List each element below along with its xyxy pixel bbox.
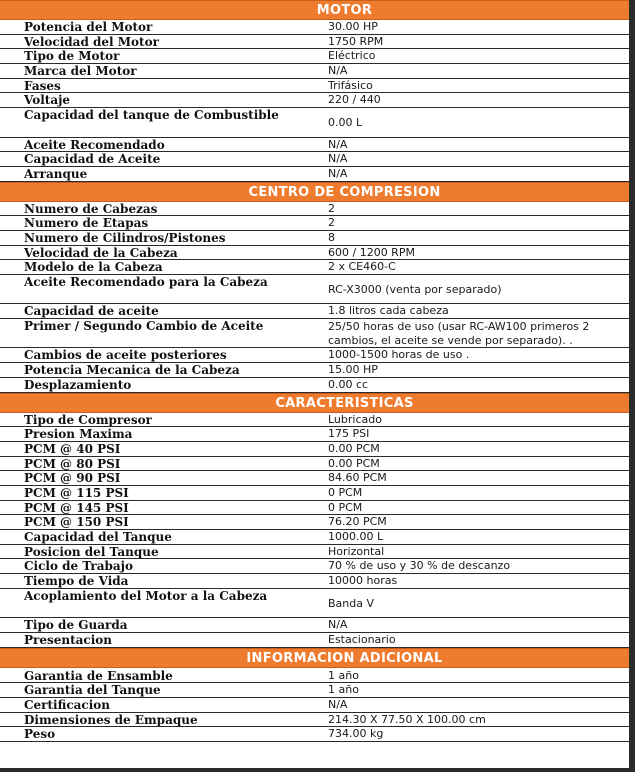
section-header-motor bbox=[0, 0, 629, 20]
spec-value: N/A bbox=[328, 166, 348, 180]
spec-value: Eléctrico bbox=[328, 49, 376, 63]
section-header-caracteristicas bbox=[0, 393, 629, 413]
spec-row bbox=[0, 319, 629, 348]
spec-label: Presentacion bbox=[24, 632, 113, 647]
spec-value: Estacionario bbox=[328, 632, 396, 646]
spec-row bbox=[0, 108, 629, 137]
spec-row bbox=[0, 633, 629, 648]
spec-value: Trifásico bbox=[328, 78, 373, 92]
spec-row bbox=[0, 457, 629, 472]
spec-value: 1000-1500 horas de uso . bbox=[328, 348, 470, 362]
spec-row bbox=[0, 486, 629, 501]
spec-label: Dimensiones de Empaque bbox=[24, 712, 198, 727]
spec-row bbox=[0, 348, 629, 363]
spec-label: Fases bbox=[24, 78, 61, 93]
spec-value: 1 año bbox=[328, 668, 359, 682]
spec-label: Ciclo de Trabajo bbox=[24, 559, 134, 574]
spec-row bbox=[0, 64, 629, 79]
spec-label: Garantia del Tanque bbox=[24, 683, 161, 697]
spec-row bbox=[0, 275, 629, 304]
spec-label: Arranque bbox=[24, 166, 88, 181]
spec-label: Tiempo de Vida bbox=[24, 574, 129, 588]
spec-row bbox=[0, 559, 629, 574]
spec-label: Tipo de Compresor bbox=[24, 412, 152, 427]
spec-label: Velocidad del Motor bbox=[24, 34, 159, 49]
spec-value: 70 % de uso y 30 % de descanzo bbox=[328, 559, 511, 573]
spec-value: N/A bbox=[328, 152, 348, 166]
spec-value-line: cambios, el aceite se vende por separado). . bbox=[328, 333, 573, 347]
spec-row bbox=[0, 545, 629, 560]
spec-row bbox=[0, 413, 629, 428]
spec-value: 0.00 PCM bbox=[328, 441, 380, 455]
spec-value: 15.00 HP bbox=[328, 363, 378, 377]
section-header-informacion bbox=[0, 648, 629, 668]
spec-value: 1.8 litros cada cabeza bbox=[328, 304, 449, 318]
spec-label: Numero de Cilindros/Pistones bbox=[24, 230, 226, 245]
spec-value bbox=[302, 319, 629, 347]
spec-value: 8 bbox=[328, 230, 335, 244]
spec-value: 84.60 PCM bbox=[328, 471, 387, 485]
spec-value: N/A bbox=[328, 618, 348, 632]
spec-row bbox=[0, 20, 629, 35]
spec-label: Primer / Segundo Cambio de Aceite bbox=[24, 319, 264, 334]
spec-value: 1000.00 L bbox=[328, 530, 384, 544]
spec-row bbox=[0, 471, 629, 486]
section-title: CARACTERISTICAS bbox=[275, 395, 414, 411]
spec-row bbox=[0, 49, 629, 64]
spec-value: 10000 horas bbox=[328, 574, 398, 588]
spec-value: 0.00 L bbox=[328, 116, 363, 130]
spec-value: 0.00 cc bbox=[328, 377, 369, 391]
spec-row bbox=[0, 669, 629, 684]
spec-row bbox=[0, 202, 629, 217]
spec-label: Aceite Recomendado bbox=[24, 137, 165, 152]
section-title: CENTRO DE COMPRESION bbox=[248, 184, 441, 200]
spec-row bbox=[0, 683, 629, 698]
spec-value: 76.20 PCM bbox=[328, 515, 387, 529]
spec-row bbox=[0, 515, 629, 530]
spec-value: 214.30 X 77.50 X 100.00 cm bbox=[328, 712, 486, 726]
spec-row bbox=[0, 152, 629, 167]
spec-row bbox=[0, 231, 629, 246]
spec-label: Capacidad del Tanque bbox=[24, 530, 172, 544]
spec-row bbox=[0, 574, 629, 589]
spec-label: Posicion del Tanque bbox=[24, 544, 159, 559]
spec-label: PCM @ 90 PSI bbox=[24, 471, 121, 485]
spec-row bbox=[0, 260, 629, 275]
spec-label: Acoplamiento del Motor a la Cabeza bbox=[24, 588, 268, 603]
spec-label: Aceite Recomendado para la Cabeza bbox=[24, 275, 268, 290]
spec-label: Marca del Motor bbox=[24, 64, 137, 78]
spec-label: Capacidad del tanque de Combustible bbox=[24, 108, 279, 123]
spec-value: 2 bbox=[328, 201, 335, 215]
spec-row bbox=[0, 246, 629, 261]
spec-label: Capacidad de Aceite bbox=[24, 152, 161, 166]
spec-value: N/A bbox=[328, 137, 348, 151]
spec-row bbox=[0, 138, 629, 153]
spec-label: Tipo de Guarda bbox=[24, 618, 128, 632]
spec-row bbox=[0, 304, 629, 319]
spec-value: 734.00 kg bbox=[328, 727, 384, 741]
spec-row bbox=[0, 618, 629, 633]
section-title: INFORMACION ADICIONAL bbox=[246, 650, 443, 666]
spec-value: 600 / 1200 RPM bbox=[328, 245, 415, 259]
spec-label: Numero de Etapas bbox=[24, 216, 149, 230]
spec-label: Presion Maxima bbox=[24, 427, 133, 441]
spec-row bbox=[0, 727, 629, 742]
spec-value: 0.00 PCM bbox=[328, 456, 380, 470]
spec-row bbox=[0, 35, 629, 50]
spec-label: PCM @ 145 PSI bbox=[24, 500, 129, 515]
spec-label: Numero de Cabezas bbox=[24, 201, 158, 216]
spec-row bbox=[0, 216, 629, 231]
spec-label: Potencia del Motor bbox=[24, 20, 153, 34]
spec-label: PCM @ 115 PSI bbox=[24, 485, 129, 500]
spec-row bbox=[0, 378, 629, 393]
spec-row bbox=[0, 442, 629, 457]
spec-value: 1 año bbox=[328, 683, 359, 697]
spec-row bbox=[0, 79, 629, 94]
spec-label: Certificacion bbox=[24, 697, 111, 712]
spec-row bbox=[0, 713, 629, 728]
spec-label: Cambios de aceite posteriores bbox=[24, 348, 227, 363]
spec-row bbox=[0, 698, 629, 713]
section-header-compresion bbox=[0, 182, 629, 202]
spec-value: Horizontal bbox=[328, 544, 385, 558]
spec-label: PCM @ 150 PSI bbox=[24, 515, 129, 530]
spec-label: Velocidad de la Cabeza bbox=[24, 245, 178, 260]
spec-row bbox=[0, 589, 629, 618]
spec-label: Desplazamiento bbox=[24, 377, 132, 392]
spec-row bbox=[0, 167, 629, 182]
spec-label: Voltaje bbox=[24, 93, 71, 108]
spec-value: N/A bbox=[328, 697, 348, 711]
spec-row bbox=[0, 93, 629, 108]
section-title: MOTOR bbox=[316, 3, 373, 18]
spec-row bbox=[0, 363, 629, 378]
spec-value: 1750 RPM bbox=[328, 34, 384, 48]
spec-label: PCM @ 80 PSI bbox=[24, 456, 121, 471]
spec-value: 30.00 HP bbox=[328, 20, 378, 33]
spec-row bbox=[0, 530, 629, 545]
spec-value: Lubricado bbox=[328, 412, 382, 426]
spec-value: 0 PCM bbox=[328, 485, 363, 499]
spec-value: 2 bbox=[328, 216, 335, 230]
spec-label: Potencia Mecanica de la Cabeza bbox=[24, 363, 240, 377]
spec-value: 175 PSI bbox=[328, 427, 370, 441]
spec-value: 2 x CE460-C bbox=[328, 260, 396, 274]
spec-value-line: 25/50 horas de uso (usar RC-AW100 primeros 2 bbox=[328, 320, 590, 334]
spec-value: 220 / 440 bbox=[328, 93, 381, 107]
spec-value: RC-X3000 (venta por separado) bbox=[328, 283, 502, 297]
spec-label: Tipo de Motor bbox=[24, 49, 120, 64]
spec-value: N/A bbox=[328, 64, 348, 78]
spec-value: 0 PCM bbox=[328, 500, 363, 514]
spec-row bbox=[0, 427, 629, 442]
spec-row bbox=[0, 501, 629, 516]
spec-label: Modelo de la Cabeza bbox=[24, 260, 163, 275]
spec-label: Capacidad de aceite bbox=[24, 304, 159, 319]
spec-label: Garantia de Ensamble bbox=[24, 668, 173, 683]
spec-value: Banda V bbox=[328, 596, 375, 610]
spec-label: PCM @ 40 PSI bbox=[24, 441, 121, 456]
spec-label: Peso bbox=[24, 727, 56, 741]
